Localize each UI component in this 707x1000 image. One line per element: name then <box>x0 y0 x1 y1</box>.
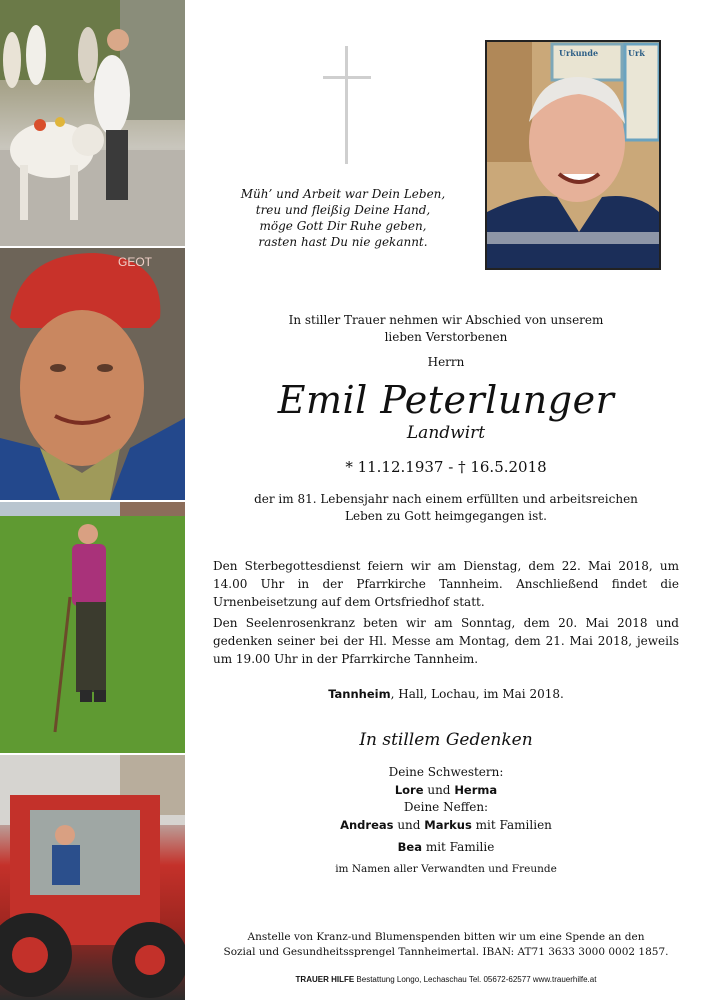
photo-man-meadow <box>0 502 185 753</box>
intro-line: In stiller Trauer nehmen wir Abschied von unserem <box>288 313 604 327</box>
place-rest: , Hall, Lochau, im Mai 2018. <box>390 687 564 701</box>
deceased-name: Emil Peterlunger <box>277 378 615 422</box>
life-text-line: der im 81. Lebensjahr nach einem erfüllten und arbeitsreichen <box>254 492 638 506</box>
certificate-title-2: Urk <box>628 48 645 58</box>
life-text-line: Leben zu Gott heimgegangen ist. <box>345 509 547 523</box>
cross-icon <box>323 46 371 164</box>
donation-note <box>185 930 707 960</box>
donation-line: Anstelle von Kranz-und Blumenspenden bitten wir um eine Spende an den <box>247 931 645 943</box>
verse <box>227 186 459 250</box>
nephews-suffix: mit Familien <box>471 817 552 832</box>
sisters-names <box>185 782 707 800</box>
cap-lettering: GEOT <box>118 255 153 269</box>
obituary-content <box>185 0 707 1000</box>
photo-man-meadow-drawing <box>0 502 185 753</box>
portrait-drawing <box>487 42 659 268</box>
portrait-photo <box>485 40 661 270</box>
verse-line: treu und fleißig Deine Hand, <box>255 203 431 217</box>
occupation: Landwirt <box>406 423 486 443</box>
footer <box>185 975 707 984</box>
place-date-line <box>185 687 707 701</box>
salutation: Herrn <box>427 355 465 369</box>
life-dates: * 11.12.1937 - † 16.5.2018 <box>345 458 547 476</box>
life-text <box>185 491 707 525</box>
rosary-text: Den Seelenrosenkranz beten wir am Sonntag, dem 20. Mai 2018 und gedenken seiner bei der Hl. Messe am Montag, dem 21. Mai 2018, jeweils um 19.00 Uhr in der Pfarrkirche Tannheim. <box>213 616 679 666</box>
photo-calf-procession-drawing <box>0 0 185 246</box>
nephew-name: Andreas <box>340 817 394 832</box>
verse-line: möge Gott Dir Ruhe geben, <box>259 219 427 233</box>
relatives-friends: im Namen aller Verwandten und Freunde <box>335 862 557 875</box>
memory-heading: In stillem Gedenken <box>359 730 533 750</box>
photo-man-tractor <box>0 755 185 1000</box>
family-list <box>185 764 707 878</box>
photo-man-red-cap <box>0 248 185 500</box>
nephew-name: Markus <box>424 817 472 832</box>
relative-line <box>185 839 707 857</box>
footer-brand: TRAUER HILFE <box>295 975 355 984</box>
photo-calf-procession <box>0 0 185 246</box>
relative-suffix: mit Familie <box>422 840 495 854</box>
footer-text: Bestattung Longo, Lechaschau Tel. 05672-62577 www.trauerhilfe.at <box>354 975 597 984</box>
photo-man-red-cap-drawing <box>0 248 185 500</box>
conjunction: und <box>393 817 425 832</box>
certificate-title: Urkunde <box>559 48 599 58</box>
nephews-label: Deine Neffen: <box>403 800 489 814</box>
photo-column <box>0 0 185 1000</box>
funeral-service-text: Den Sterbegottesdienst feiern wir am Dienstag, dem 22. Mai 2018, um 14.00 Uhr in der Pfarrkirche Tannheim. Anschließend findet die Urnenbeisetzung auf dem Ortsfriedhof statt. <box>213 559 679 609</box>
intro-text <box>185 312 707 346</box>
sister-name: Lore <box>394 782 424 797</box>
donation-line: Sozial und Gesundheitssprengel Tannheimertal. IBAN: AT71 3633 3000 0002 1857. <box>223 946 669 958</box>
verse-line: rasten hast Du nie gekannt. <box>258 235 428 249</box>
intro-line: lieben Verstorbenen <box>384 330 508 344</box>
nephews-names <box>185 817 707 835</box>
relative-name: Bea <box>397 840 422 854</box>
sisters-label: Deine Schwestern: <box>388 765 504 779</box>
sister-name: Herma <box>454 782 498 797</box>
conjunction: und <box>423 782 455 797</box>
place-town: Tannheim <box>328 687 391 701</box>
verse-line: Müh’ und Arbeit war Dein Leben, <box>240 187 446 201</box>
photo-man-tractor-drawing <box>0 755 185 1000</box>
